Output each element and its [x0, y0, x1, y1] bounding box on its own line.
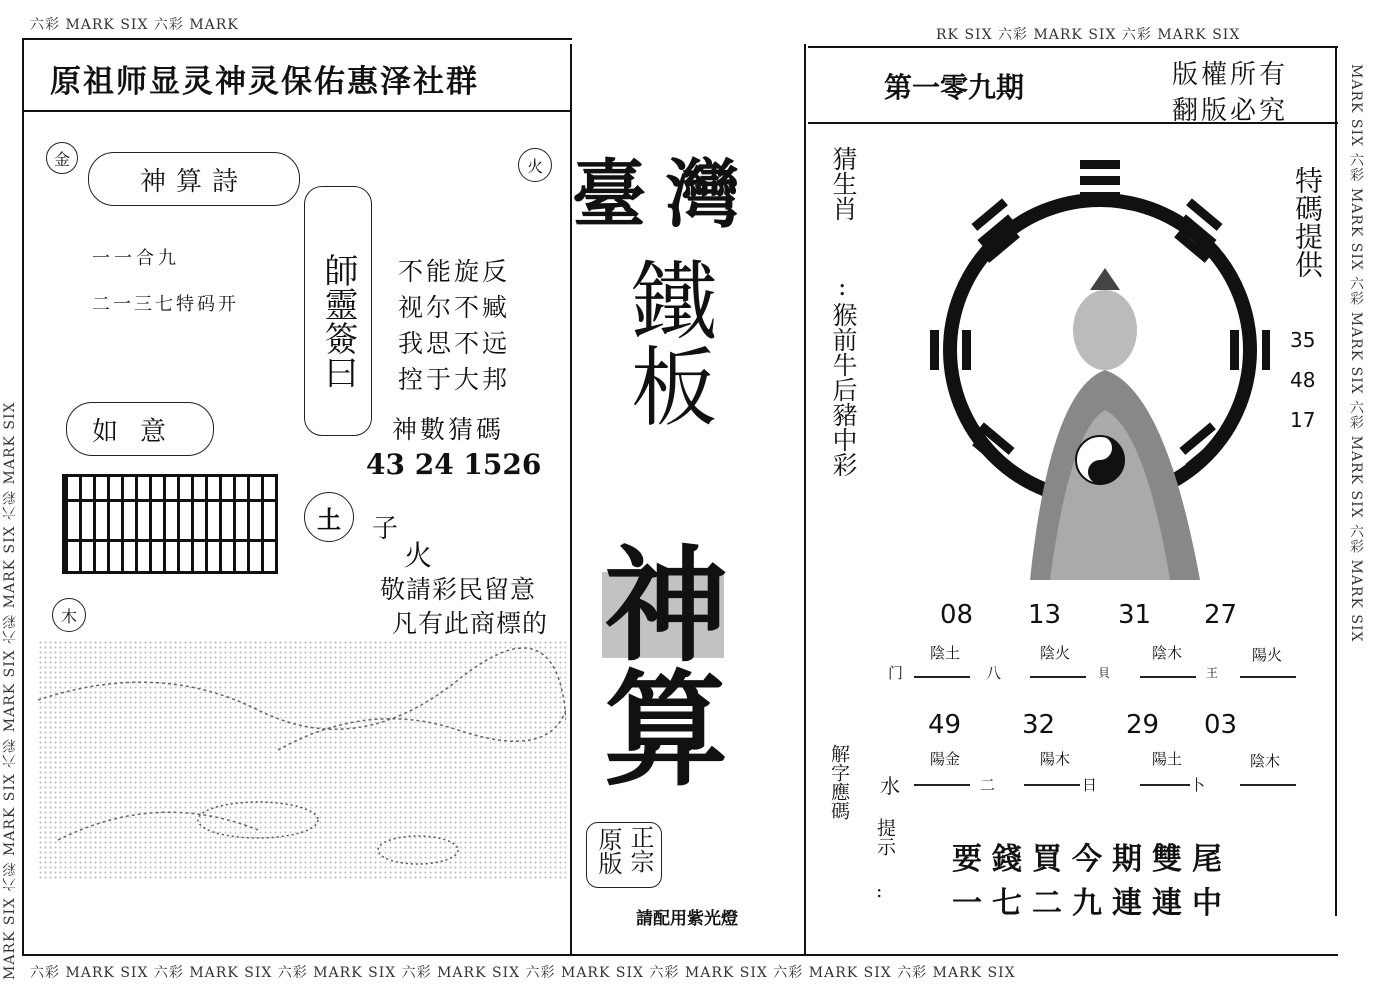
row2-tag-2: 陽木	[1040, 750, 1071, 768]
oracle-poem	[398, 254, 510, 398]
oracle-label: 師靈簽曰	[318, 253, 358, 389]
row1-char-4: 王	[1206, 666, 1219, 680]
oracle-box	[304, 186, 372, 436]
clue-line-1: 一一合九	[92, 248, 180, 269]
special-label: 特碼提供	[1291, 166, 1324, 278]
row2-number-4: 03	[1204, 710, 1238, 740]
row2-dash-3	[1140, 784, 1190, 786]
hint-label: 提示	[874, 818, 896, 856]
poem-title: 神算詩	[139, 166, 248, 197]
hint-line-1: 要錢買今期雙尾	[952, 842, 1232, 877]
row1-tag-1: 陰土	[930, 644, 961, 662]
zodiac-text: 猴前牛后豬中彩	[829, 302, 858, 477]
row2-char-2: 二	[980, 776, 996, 794]
notice-line-2: 凡有此商標的	[392, 609, 549, 638]
row1-char-1: 门	[888, 664, 904, 682]
zodiac-colon: :	[838, 272, 847, 301]
ruyi-box	[66, 402, 214, 456]
watermark-left-side: MARK SIX 六彩 MARK SIX 六彩 MARK SIX 六彩 MARK SIX 六彩 MARK SIX	[2, 401, 18, 980]
row1-number-2: 13	[1028, 600, 1062, 630]
guess-label: 神數猜碼	[392, 415, 505, 444]
row1-number-3: 31	[1118, 600, 1152, 630]
row1-dash-1	[914, 676, 970, 678]
frame-bottom	[22, 954, 1338, 956]
row2-number-1: 49	[928, 710, 962, 740]
title-tieban: 鐵板	[616, 256, 716, 428]
element-fire-badge: 火	[518, 148, 552, 182]
oracle-line-1: 不能旋反	[398, 257, 511, 286]
hint-line-2: 一七二九連連中	[952, 886, 1232, 921]
row1-dash-4	[1240, 676, 1296, 678]
guess-numbers: 43 24 1526	[366, 448, 542, 481]
element-earth-badge: 土	[304, 492, 354, 542]
frame-top-right	[808, 46, 1338, 48]
zi-char: 子	[372, 514, 399, 544]
row2-char-1: 水	[880, 774, 900, 798]
row1-number-4: 27	[1204, 600, 1238, 630]
row1-tag-4: 陽火	[1252, 646, 1283, 664]
copyright-line-2: 翻版必究	[1172, 96, 1289, 126]
row1-dash-2	[1030, 676, 1086, 678]
stamp-left: 原版	[594, 827, 622, 875]
oracle-line-2: 视尔不臧	[398, 293, 511, 322]
ruyi-label: 如意	[91, 416, 188, 447]
row2-char-4: 卜	[1190, 776, 1206, 794]
header-underline-left	[22, 110, 570, 112]
row1-tag-3: 陰木	[1152, 644, 1183, 662]
hint-colon: :	[876, 880, 883, 902]
landscape-lines	[38, 640, 566, 880]
element-metal-badge: 金	[46, 142, 78, 174]
row2-tag-3: 陽土	[1152, 750, 1183, 768]
authentic-stamp	[586, 822, 662, 888]
row1-char-3: 貝	[1098, 666, 1111, 680]
watermark-bottom: 六彩 MARK SIX 六彩 MARK SIX 六彩 MARK SIX 六彩 MARK SIX 六彩 MARK SIX 六彩 MARK SIX 六彩 MARK SIX 六彩 MARK SIX	[30, 965, 1016, 981]
element-wood-badge: 木	[52, 598, 86, 632]
clue-line-2: 二一三七特码开	[92, 294, 239, 315]
frame-top-left	[22, 38, 572, 40]
row2-char-3: 日	[1082, 776, 1098, 794]
bagua-deity-illustration	[930, 150, 1270, 590]
zodiac-label: 猜生肖	[829, 146, 858, 221]
poem-title-box	[88, 152, 300, 206]
stamp-right: 正宗	[626, 825, 654, 873]
title-taiwan: 臺灣	[572, 152, 760, 238]
decode-label: 解字應碼	[828, 744, 850, 820]
title-shensuan: 神算	[583, 540, 728, 788]
oracle-line-3: 我思不远	[398, 329, 511, 358]
left-header: 原祖师显灵神灵保佑惠泽社群	[50, 64, 479, 100]
row1-char-2: 八	[986, 664, 1002, 682]
uv-note: 請配用紫光燈	[636, 909, 738, 929]
row2-dash-2	[1024, 784, 1080, 786]
oracle-line-4: 控于大邦	[398, 365, 511, 394]
special-number-2: 48	[1290, 368, 1316, 392]
copyright-line-1: 版權所有	[1172, 60, 1289, 90]
frame-right	[1335, 46, 1337, 916]
notice-line-1: 敬請彩民留意	[380, 575, 537, 604]
huo-char: 火	[404, 539, 433, 572]
frame-left	[22, 38, 24, 956]
row2-number-3: 29	[1126, 710, 1160, 740]
row1-tag-2: 陰火	[1040, 644, 1071, 662]
abacus-illustration	[62, 474, 278, 574]
special-numbers	[1290, 320, 1315, 440]
divider-right	[804, 44, 806, 954]
watermark-top-left: 六彩 MARK SIX 六彩 MARK	[30, 17, 239, 33]
row2-dash-4	[1240, 784, 1296, 786]
row1-dash-3	[1140, 676, 1196, 678]
row2-dash-1	[914, 784, 970, 786]
watermark-top-right: RK SIX 六彩 MARK SIX 六彩 MARK SIX	[936, 27, 1241, 43]
row1-number-1: 08	[940, 600, 974, 630]
special-number-3: 17	[1290, 408, 1316, 432]
row2-number-2: 32	[1022, 710, 1056, 740]
row2-tag-1: 陽金	[930, 750, 961, 768]
watermark-right-side: MARK SIX 六彩 MARK SIX 六彩 MARK SIX 六彩 MARK SIX 六彩 MARK SIX	[1348, 64, 1364, 643]
row2-tag-4: 陰木	[1250, 752, 1281, 770]
special-number-1: 35	[1290, 328, 1316, 352]
issue-number: 第一零九期	[884, 71, 1025, 104]
